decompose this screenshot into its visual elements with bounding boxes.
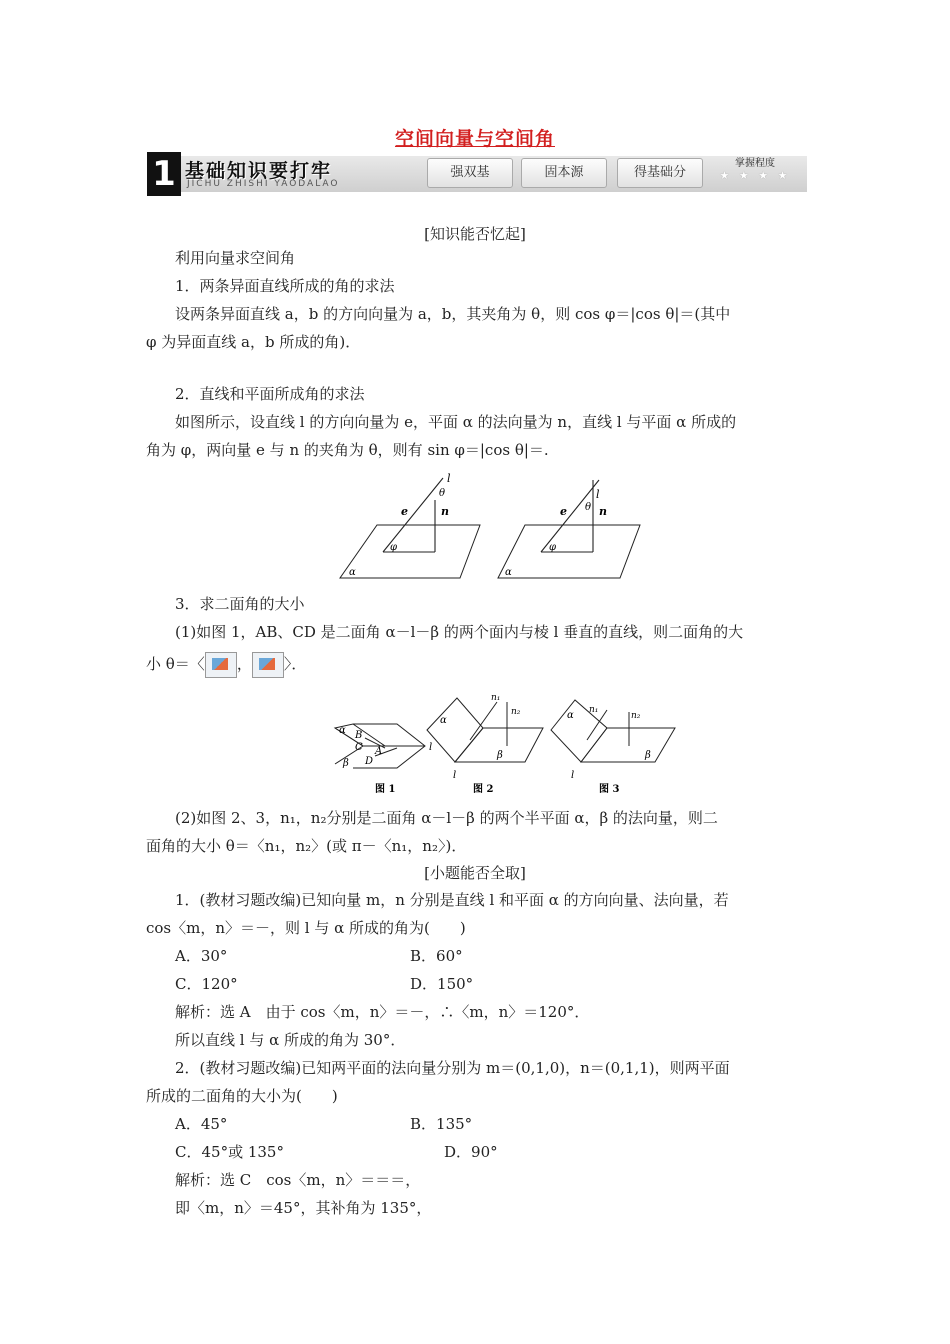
fig3-caption: 图 3: [599, 784, 620, 795]
q2-option-a: A．45°: [175, 1115, 228, 1133]
p1-title: 1．两条异面直线所成的角的求法: [175, 277, 395, 295]
p3-line4: 面角的大小 θ＝〈n₁，n₂〉(或 π－〈n₁，n₂〉)．: [146, 837, 467, 855]
banner-title: 基础知识要打牢: [185, 160, 333, 182]
p3-line2-sep: ，: [236, 655, 252, 673]
fig2-label-alpha: α: [440, 715, 447, 726]
p2-line2: 角为 φ，两向量 e 与 n 的夹角为 θ，则有 sin φ＝|cos θ|＝.: [146, 441, 549, 459]
dihedral-figures: [325, 688, 685, 798]
label-alpha-left: α: [349, 567, 356, 578]
page-title: 空间向量与空间角: [394, 128, 555, 150]
p3-line2-start: 小 θ＝〈: [146, 655, 205, 673]
p3-line2-end: 〉．: [283, 655, 307, 673]
fig1-label-C: C: [355, 742, 363, 753]
fig2-label-n2: n₂: [511, 707, 521, 717]
fig2-label-n1: n₁: [491, 693, 501, 703]
label-alpha-right: α: [505, 567, 512, 578]
q2-option-b: B．135°: [410, 1115, 473, 1133]
q2-line1: 2．(教材习题改编)已知两平面的法向量分别为 m＝(0,1,0)，n＝(0,1,1)，则两平面: [175, 1059, 730, 1077]
fig1-label-B: B: [355, 730, 363, 741]
figure-3: [551, 700, 675, 795]
banner-pinyin: JICHU ZHISHI YAODALAO: [187, 179, 340, 189]
fig3-label-l: l: [571, 770, 575, 781]
fig3-label-beta: β: [645, 750, 651, 761]
formula-image-icon: [252, 652, 284, 678]
fig2-label-beta: β: [497, 750, 503, 761]
tab-strengthen-basics[interactable]: 强双基: [427, 158, 513, 188]
label-phi-left: φ: [390, 542, 398, 553]
label-e-right: e: [560, 505, 567, 518]
p3-title: 3．求二面角的大小: [175, 595, 305, 613]
label-n-left: n: [441, 505, 449, 518]
q1-option-d: D．150°: [410, 975, 474, 993]
p1-line2: φ 为异面直线 a，b 所成的角)．: [146, 333, 361, 351]
fig1-label-A: A: [375, 746, 383, 757]
p3-line3: (2)如图 2、3，n₁，n₂分别是二面角 α－l－β 的两个半平面 α，β 的法向量，则二: [175, 809, 718, 827]
label-n-right: n: [599, 505, 607, 518]
q1-option-a: A．30°: [175, 947, 228, 965]
section-heading-recall: [知识能否忆起]: [424, 225, 526, 243]
q2-solution-1: 解析：选 C cos〈m，n〉＝＝＝，: [175, 1171, 421, 1189]
p3-line1: (1)如图 1，AB、CD 是二面角 α－l－β 的两个面内与棱 l 垂直的直线，则二面角的大: [175, 623, 744, 641]
tab-score-basics[interactable]: 得基础分: [617, 158, 703, 188]
formula-image-icon: [205, 652, 237, 678]
fig1-label-l: l: [429, 742, 433, 753]
fig1-label-alpha: α: [339, 725, 346, 736]
line-plane-figure: [335, 470, 645, 585]
fig1-label-beta: β: [343, 758, 349, 769]
section-heading-exercises: [小题能否全取]: [424, 864, 526, 882]
topic-line: 利用向量求空间角: [175, 249, 296, 267]
p2-line1: 如图所示，设直线 l 的方向向量为 e，平面 α 的法向量为 n，直线 l 与平面 α 所成的: [175, 413, 737, 431]
p1-line1: 设两条异面直线 a，b 的方向向量为 a，b，其夹角为 θ，则 cos φ＝|cos θ|＝(其中: [175, 305, 731, 323]
star-icon: ★ ★ ★ ★: [719, 169, 791, 182]
q1-option-c: C．120°: [175, 975, 238, 993]
p3-line2: [146, 652, 306, 678]
fig3-label-n1: n₁: [589, 705, 599, 715]
label-l-right: l: [596, 488, 600, 501]
tab-consolidate-roots[interactable]: 固本源: [521, 158, 607, 188]
section-banner: [147, 152, 807, 196]
label-phi-right: φ: [549, 542, 557, 553]
fig3-label-n2: n₂: [631, 711, 641, 721]
line-plane-diagram-right: [498, 480, 640, 578]
mastery-level: [703, 154, 807, 194]
label-l-left: l: [447, 472, 451, 485]
label-theta-left: θ: [439, 488, 446, 499]
fig2-caption: 图 2: [473, 784, 494, 795]
q2-solution-2: 即〈m，n〉＝45°，其补角为 135°，: [175, 1199, 432, 1217]
q2-option-d: D．90°: [444, 1143, 498, 1161]
p2-title: 2．直线和平面所成角的求法: [175, 385, 365, 403]
mastery-label: 掌握程度: [735, 158, 775, 169]
q1-option-b: B．60°: [410, 947, 463, 965]
q1-line1: 1．(教材习题改编)已知向量 m，n 分别是直线 l 和平面 α 的方向向量、法向量，若: [175, 891, 729, 909]
label-e-left: e: [401, 505, 408, 518]
line-plane-diagram-left: [340, 472, 480, 578]
fig2-label-l: l: [453, 770, 457, 781]
section-number: 1: [147, 152, 181, 196]
fig1-caption: 图 1: [375, 784, 396, 795]
figure-2: [427, 693, 543, 795]
label-theta-right: θ: [585, 502, 592, 513]
q2-line2: 所成的二面角的大小为( ): [146, 1087, 338, 1105]
q1-line2: cos〈m，n〉＝－，则 l 与 α 所成的角为( ): [146, 919, 466, 937]
q2-option-c: C．45°或 135°: [175, 1143, 284, 1161]
figure-1: [335, 724, 432, 795]
q1-solution-2: 所以直线 l 与 α 所成的角为 30°．: [175, 1031, 406, 1049]
q1-solution-1: 解析：选 A 由于 cos〈m，n〉＝－，∴〈m，n〉＝120°．: [175, 1003, 590, 1021]
fig3-label-alpha: α: [567, 710, 574, 721]
fig1-label-D: D: [365, 756, 374, 767]
